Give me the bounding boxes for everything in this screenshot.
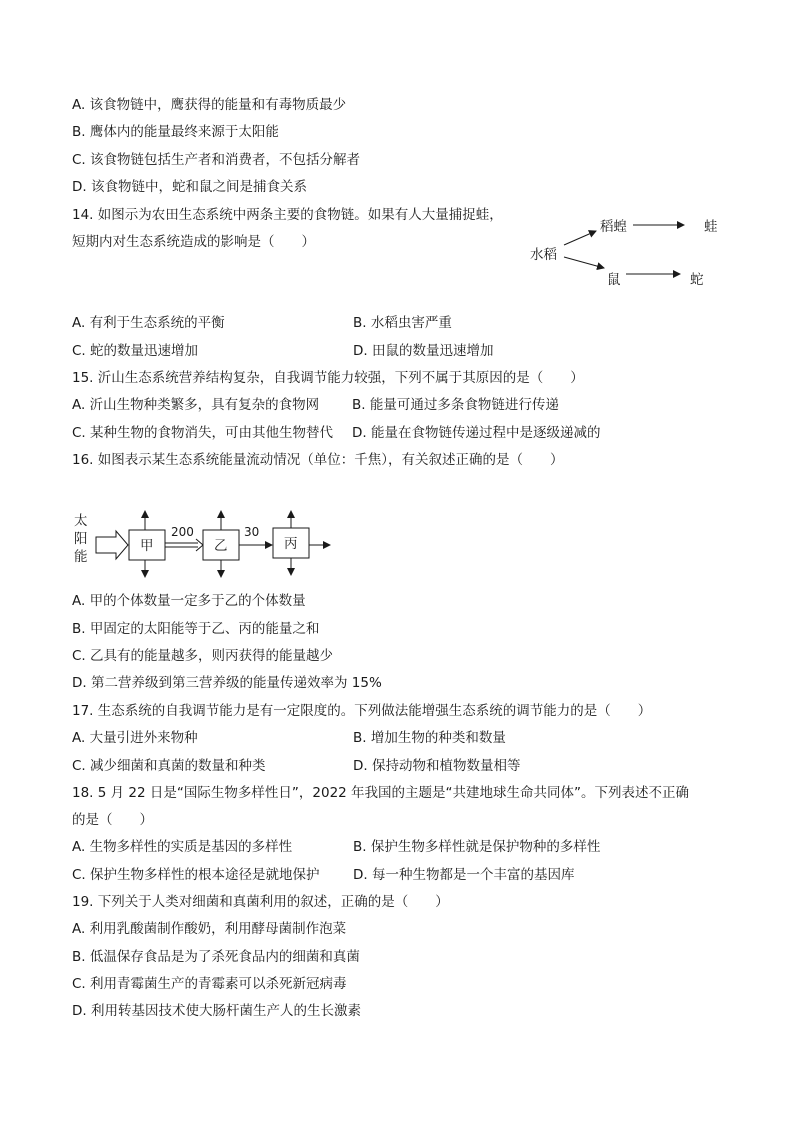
q16-option-d: D. 第二营养级到第三营养级的能量传递效率为 15% [72,675,382,691]
q13-option-d: D. 该食物链中，蛇和鼠之间是捕食关系 [72,179,307,195]
q14-option-b: B. 水稻虫害严重 [353,315,452,331]
box-yi-label: 乙 [214,538,228,554]
q14-food-chain-diagram [520,205,730,295]
q13-option-a: A. 该食物链中，鹰获得的能量和有毒物质最少 [72,97,347,113]
q13-option-b: B. 鹰体内的能量最终来源于太阳能 [72,124,279,140]
q16-sun-label-1: 太 [74,513,88,529]
flow-value-30: 30 [244,525,260,539]
flow-value-200: 200 [171,525,194,539]
q19-option-b: B. 低温保存食品是为了杀死食品内的细菌和真菌 [72,949,360,965]
box-bing-label: 丙 [284,536,298,552]
q18-stem-line2: 的是（ ） [72,812,153,828]
q13-option-c: C. 该食物链包括生产者和消费者，不包括分解者 [72,152,361,168]
q17-option-c: C. 减少细菌和真菌的数量和种类 [72,758,266,774]
q14-stem-line2: 短期内对生态系统造成的影响是（ ） [72,234,315,250]
q19-option-a: A. 利用乳酸菌制作酸奶，利用酵母菌制作泡菜 [72,921,347,937]
q19-option-d: D. 利用转基因技术使大肠杆菌生产人的生长激素 [72,1003,361,1019]
q19-stem: 19. 下列关于人类对细菌和真菌利用的叙述，正确的是（ ） [72,894,449,910]
q14-consumer1b-label: 蛙 [704,219,718,235]
q18-option-d: D. 每一种生物都是一个丰富的基因库 [353,867,575,883]
q17-option-d: D. 保持动物和植物数量相等 [353,758,521,774]
q14-stem-line1: 14. 如图示为农田生态系统中两条主要的食物链。如果有人大量捕捉蛙， [72,207,503,223]
q18-option-a: A. 生物多样性的实质是基因的多样性 [72,839,293,855]
q14-option-d: D. 田鼠的数量迅速增加 [353,343,494,359]
q14-consumer1a-label: 稻蝗 [600,219,627,235]
sun-input-arrow [96,531,128,559]
q16-energy-flow-diagram [72,505,342,580]
q17-option-b: B. 增加生物的种类和数量 [353,730,506,746]
q18-option-c: C. 保护生物多样性的根本途径是就地保护 [72,867,320,883]
q15-option-a: A. 沂山生物种类繁多，具有复杂的食物网 [72,397,320,413]
q15-stem: 15. 沂山生态系统营养结构复杂，自我调节能力较强，下列不属于其原因的是（ ） [72,370,584,386]
q16-sun-label-3: 能 [74,549,88,565]
q16-stem: 16. 如图表示某生态系统能量流动情况（单位：千焦），有关叙述正确的是（ ） [72,452,564,468]
q14-option-a: A. 有利于生态系统的平衡 [72,315,225,331]
q15-option-c: C. 某种生物的食物消失，可由其他生物替代 [72,425,334,441]
q18-option-b: B. 保护生物多样性就是保护物种的多样性 [353,839,601,855]
q15-option-d: D. 能量在食物链传递过程中是逐级递减的 [352,425,601,441]
q14-consumer2b-label: 蛇 [690,272,704,288]
q16-option-b: B. 甲固定的太阳能等于乙、丙的能量之和 [72,621,320,637]
arrow-rice-to-locust [564,231,596,245]
box-jia-label: 甲 [140,538,154,554]
q17-stem: 17. 生态系统的自我调节能力是有一定限度的。下列做法能增强生态系统的调节能力的是（ ） [72,703,652,719]
q15-option-b: B. 能量可通过多条食物链进行传递 [352,397,559,413]
q18-stem-line1: 18. 5 月 22 日是“国际生物多样性日”，2022 年我国的主题是“共建地球生命共同体”。下列表述不正确 [72,785,690,801]
q14-consumer2a-label: 鼠 [607,272,621,288]
q16-option-c: C. 乙具有的能量越多，则丙获得的能量越少 [72,648,334,664]
q14-option-c: C. 蛇的数量迅速增加 [72,343,199,359]
q19-option-c: C. 利用青霉菌生产的青霉素可以杀死新冠病毒 [72,976,347,992]
arrow-rice-to-mouse [564,257,604,268]
q17-option-a: A. 大量引进外来物种 [72,730,198,746]
q16-sun-label-2: 阳 [74,531,88,547]
q14-producer-label: 水稻 [530,247,557,263]
q16-option-a: A. 甲的个体数量一定多于乙的个体数量 [72,593,306,609]
